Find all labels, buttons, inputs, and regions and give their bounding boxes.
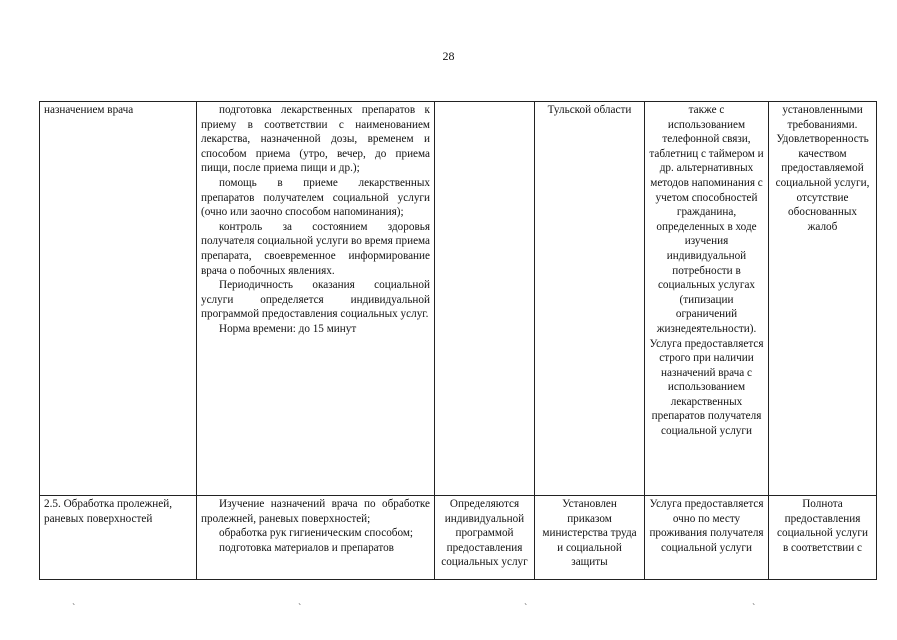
tariff-cell: Установлен приказом министерства труда и социальной защиты xyxy=(535,496,645,580)
volume-cell xyxy=(435,102,535,496)
footer-mark: ` xyxy=(298,603,302,614)
description-paragraph: Периодичность оказания социальной услуги определяется индивидуальной программой предоставления социальных услуг. xyxy=(201,279,430,321)
quality-cell: установленными требованиями. Удовлетворенность качеством предоставляемой социальной услуги, отсутствие обоснованных жалоб xyxy=(769,102,877,496)
description-paragraph: Норма времени: до 15 минут xyxy=(219,322,357,335)
quality-cell: Полнота предоставления социальной услуги в соответствии с xyxy=(769,496,877,580)
service-name-cell: 2.5. Обработка пролежней, раневых поверхностей xyxy=(40,496,197,580)
description-paragraph: подготовка лекарственных препаратов к приему в соответствии с наименованием лекарства, назначенной дозы, временем и способом приема (утро, вечер, до приема пищи, после приема пищи и др.); xyxy=(201,104,430,175)
tariff-cell: Тульской области xyxy=(535,102,645,496)
service-description-cell xyxy=(197,496,435,580)
description-paragraph: Изучение назначений врача по обработке пролежней, раневых поверхностей; xyxy=(201,498,430,525)
footer-mark: ` xyxy=(72,603,76,614)
description-paragraph: подготовка материалов и препаратов xyxy=(219,541,394,554)
conditions-cell: также с использованием телефонной связи, таблетниц с таймером и др. альтернативных методов напоминания с учетом способностей гражданина, определенных в ходе изучения индивидуальной потребности в социальных услугах (типизации ограничений жизнедеятельности). Услуга предоставляется строго при наличии назначений врача с использованием лекарственных препаратов получателя социальной услуги xyxy=(645,102,769,496)
footer-mark: ` xyxy=(752,603,756,614)
volume-cell: Определяются индивидуальной программой предоставления социальных услуг xyxy=(435,496,535,580)
service-name-cell: назначением врача xyxy=(40,102,197,496)
description-paragraph: контроль за состоянием здоровья получателя социальной услуги во время приема препарата, своевременное информирование врача о побочных явлениях. xyxy=(201,220,431,277)
conditions-cell: Услуга предоставляется очно по месту проживания получателя социальной услуги xyxy=(645,496,769,580)
description-paragraph: помощь в приеме лекарственных препаратов получателем социальной услуги (очно или заочно способом напоминания); xyxy=(201,176,430,219)
table-row xyxy=(40,496,877,580)
description-paragraph: обработка рук гигиеническим способом; xyxy=(219,527,414,540)
services-table xyxy=(39,101,877,580)
table-row xyxy=(40,102,877,496)
footer-mark: ` xyxy=(524,603,528,614)
page-number: 28 xyxy=(442,49,455,63)
service-description-cell xyxy=(197,102,435,496)
